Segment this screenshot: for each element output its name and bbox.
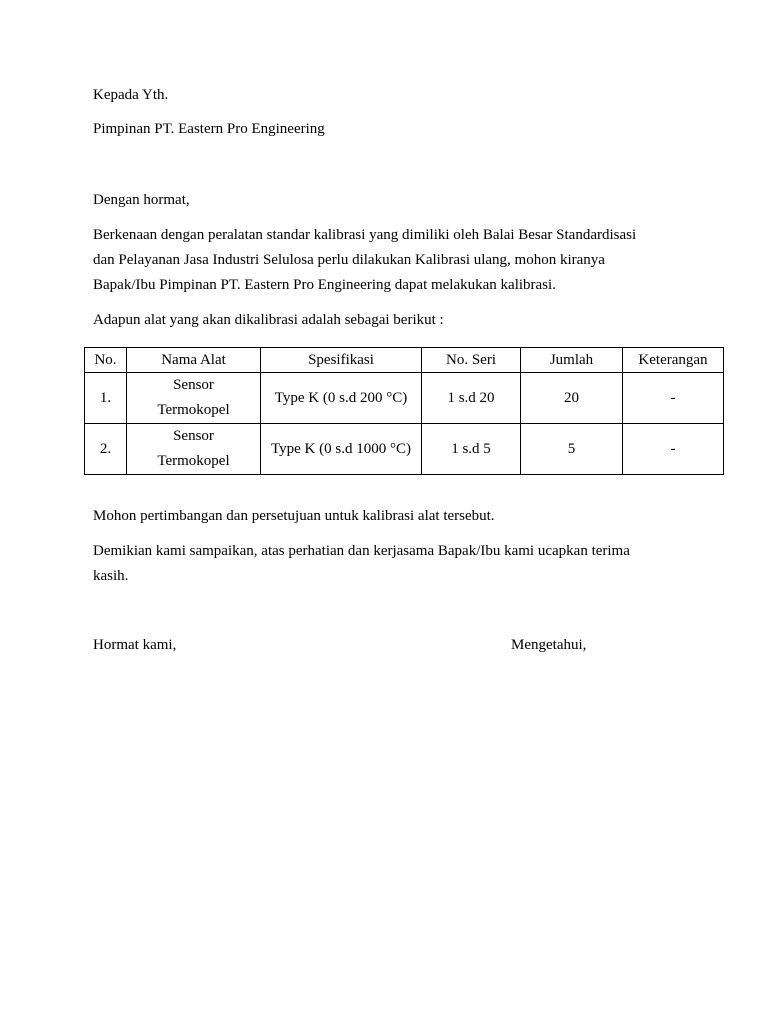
table-intro: Adapun alat yang akan dikalibrasi adalah sebagai berikut : [93,312,444,328]
header-serial: No. Seri [422,348,521,373]
cell-qty: 20 [521,373,623,424]
table-row [85,424,724,475]
cell-qty: 5 [521,424,623,475]
table-header-row [85,348,724,373]
recipient-line-2: Pimpinan PT. Eastern Pro Engineering [93,121,325,137]
header-qty: Jumlah [521,348,623,373]
table-row [85,373,724,424]
cell-no: 2. [85,424,127,475]
signature-left: Hormat kami, [93,637,177,653]
header-note: Keterangan [623,348,724,373]
cell-name [127,424,261,475]
recipient-line-1: Kepada Yth. [93,87,169,103]
closing-line: kasih. [93,568,129,584]
cell-note: - [623,424,724,475]
cell-name [127,373,261,424]
cell-name-line-2: Termokopel [157,402,230,418]
body-paragraph [93,223,673,298]
closing-line: Demikian kami sampaikan, atas perhatian dan kerjasama Bapak/Ibu kami ucapkan terima [93,543,630,559]
cell-no: 1. [85,373,127,424]
body-line: Bapak/Ibu Pimpinan PT. Eastern Pro Engineering dapat melakukan kalibrasi. [93,277,556,293]
body-line: Berkenaan dengan peralatan standar kalibrasi yang dimiliki oleh Balai Besar Standardisasi [93,227,637,243]
cell-serial: 1 s.d 20 [422,373,521,424]
header-name: Nama Alat [127,348,261,373]
cell-note: - [623,373,724,424]
cell-serial: 1 s.d 5 [422,424,521,475]
cell-name-line-1: Sensor [173,428,214,444]
cell-spec: Type K (0 s.d 1000 °C) [261,424,422,475]
cell-spec: Type K (0 s.d 200 °C) [261,373,422,424]
cell-name-line-1: Sensor [173,377,214,393]
equipment-table [84,347,724,475]
closing-paragraph [93,539,673,589]
cell-name-line-2: Termokopel [157,453,230,469]
header-spec: Spesifikasi [261,348,422,373]
signature-right: Mengetahui, [511,637,587,653]
header-no: No. [85,348,127,373]
body-line: dan Pelayanan Jasa Industri Selulosa perlu dilakukan Kalibrasi ulang, mohon kiranya [93,252,605,268]
salutation: Dengan hormat, [93,192,190,208]
request-text: Mohon pertimbangan dan persetujuan untuk kalibrasi alat tersebut. [93,508,495,524]
